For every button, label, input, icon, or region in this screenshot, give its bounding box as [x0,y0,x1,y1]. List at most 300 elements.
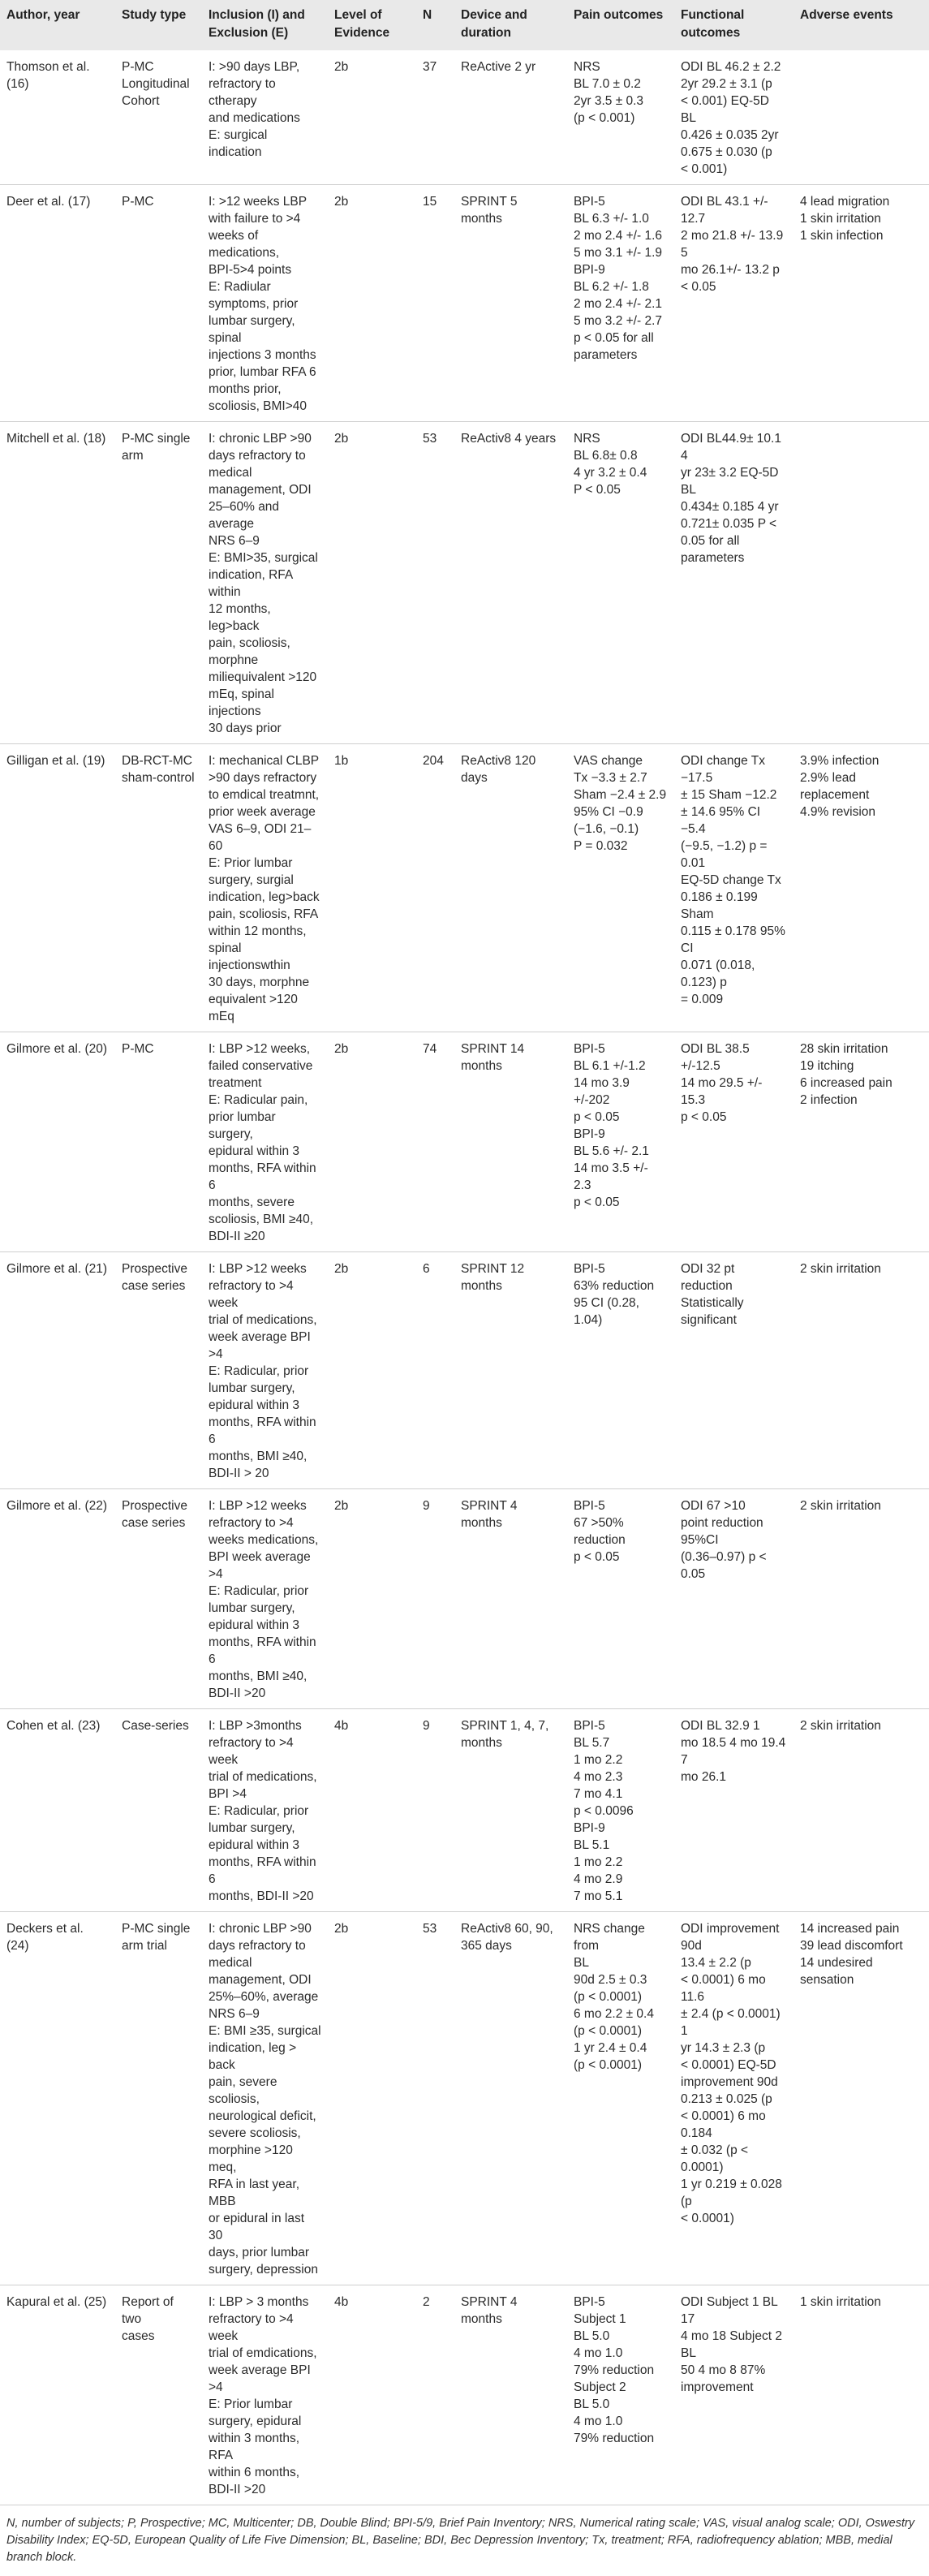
cell-inclusion-line: pain, scoliosis, [209,635,321,652]
cell-inclusion-line: morphne [209,652,321,669]
cell-inclusion-line: scoliosis, BMI>40 [209,398,321,415]
cell-n: 37 [416,50,454,185]
cell-device [454,1912,567,2285]
cell-pain-line: 4 yr 3.2 ± 0.4 [574,464,668,481]
cell-pain-line: BPI-9 [574,261,668,278]
cell-pain-line: p < 0.0096 [574,1803,668,1820]
cell-pain-line: BPI-5 [574,193,668,210]
cell-author-line: Gilmore et al. (22) [6,1497,109,1514]
cell-functional-line: 0.186 ± 0.199 Sham [681,889,787,923]
cell-inclusion-line: management, ODI [209,1971,321,1988]
table-row [0,185,929,422]
cell-functional [674,1252,794,1489]
header-n: N [416,0,454,50]
cell-study-type-line: Longitudinal [122,75,196,93]
cell-inclusion-line: within 3 months, RFA [209,2430,321,2464]
cell-inclusion-line: BDI-II ≥20 [209,1228,321,1245]
cell-functional-line: ODI 67 >10 [681,1497,787,1514]
cell-inclusion-line: BDI-II >20 [209,2481,321,2498]
cell-adverse-line: 1 skin irritation [800,210,923,227]
cell-inclusion-line: days, prior lumbar [209,2244,321,2261]
cell-pain-line: BPI-5 [574,1260,668,1277]
cell-inclusion-line: I: LBP >12 weeks, [209,1040,321,1058]
cell-pain-line: Subject 2 [574,2379,668,2396]
cell-pain-line: P < 0.05 [574,481,668,498]
cell-n: 53 [416,1912,454,2285]
cell-pain-line: Tx −3.3 ± 2.7 [574,769,668,786]
cell-author-line: Mitchell et al. (18) [6,430,109,447]
cell-functional-line: < 0.0001) [681,2210,787,2227]
cell-adverse-line: 2 skin irritation [800,1497,923,1514]
cell-functional-line: improvement 90d [681,2074,787,2091]
cell-pain-line: 79% reduction [574,2430,668,2447]
cell-functional-line: 0.434± 0.185 4 yr [681,498,787,515]
cell-functional-line: 14 mo 29.5 +/- 15.3 [681,1075,787,1109]
cell-pain-line: BL 5.0 [574,2396,668,2413]
cell-inclusion-line: severe scoliosis, [209,2125,321,2142]
cell-inclusion-line: pain, scoliosis, RFA [209,906,321,923]
cell-level: 1b [328,744,416,1032]
header-pain: Pain outcomes [567,0,674,50]
cell-functional-line: 0.675 ± 0.030 (p [681,144,787,161]
cell-n: 6 [416,1252,454,1489]
cell-author-line: Deckers et al. (24) [6,1920,109,1954]
cell-functional-line: 0.071 (0.018, 0.123) p [681,957,787,991]
cell-inclusion-line: refractory to >4 week [209,1277,321,1312]
cell-inclusion-line: BPI >4 [209,1786,321,1803]
cell-pain-line: (p < 0.0001) [574,1988,668,2005]
cell-pain-line: 5 mo 3.2 +/- 2.7 [574,312,668,330]
cell-pain-line: BL [574,1954,668,1971]
cell-pain-line: 4 mo 2.9 [574,1871,668,1888]
cell-inclusion-line: refractory to >4 week [209,1734,321,1768]
cell-inclusion-line: management, ODI [209,481,321,498]
cell-functional-line: ODI BL 43.1 +/- 12.7 [681,193,787,227]
cell-inclusion-line: surgery, depression [209,2261,321,2278]
cell-author [0,50,115,185]
cell-device-line: months [461,1058,561,1075]
cell-adverse-line: sensation [800,1971,923,1988]
cell-inclusion-line: days refractory to [209,447,321,464]
cell-pain [567,1709,674,1912]
cell-functional-line: 13.4 ± 2.2 (p [681,1954,787,1971]
cell-inclusion-line: refractory to >4 week [209,2311,321,2345]
cell-functional-line: 0.05 for all parameters [681,532,787,566]
cell-pain-line: BPI-5 [574,1497,668,1514]
cell-adverse-line: 28 skin irritation [800,1040,923,1058]
cell-functional-line: = 0.009 [681,991,787,1008]
cell-inclusion-line: weeks of [209,227,321,244]
cell-author [0,1489,115,1709]
cell-study-type-line: cases [122,2328,196,2345]
cell-inclusion-line: epidural within 3 [209,1397,321,1414]
cell-inclusion [202,1032,328,1252]
cell-functional-line: < 0.0001) 6 mo 0.184 [681,2108,787,2142]
cell-functional-line: (0.36–0.97) p < 0.05 [681,1549,787,1583]
cell-functional-line: (−9.5, −1.2) p = 0.01 [681,838,787,872]
cell-pain-line: (p < 0.0001) [574,2057,668,2074]
cell-functional-line: < 0.001) EQ-5D BL [681,93,787,127]
cell-device-line: ReActive 2 yr [461,58,561,75]
cell-author [0,422,115,744]
cell-study-type-line: Prospective [122,1497,196,1514]
cell-adverse-line: 39 lead discomfort [800,1937,923,1954]
cell-device-line: ReActiv8 4 years [461,430,561,447]
cell-pain-line: parameters [574,347,668,364]
cell-inclusion-line: prior, lumbar RFA 6 [209,364,321,381]
cell-adverse-line: 6 increased pain [800,1075,923,1092]
cell-author [0,744,115,1032]
table-row [0,422,929,744]
cell-n: 9 [416,1489,454,1709]
cell-inclusion-line: lumbar surgery, [209,1820,321,1837]
header-functional: Functional outcomes [674,0,794,50]
cell-pain-line: P = 0.032 [574,838,668,855]
cell-study-type [115,2285,202,2505]
cell-inclusion-line: I: LBP >12 weeks [209,1260,321,1277]
cell-inclusion-line: BDI-II > 20 [209,1465,321,1482]
cell-study-type-line: P-MC [122,1040,196,1058]
cell-inclusion-line: failed conservative [209,1058,321,1075]
cell-study-type-line: Report of two [122,2294,196,2328]
cell-study-type-line: P-MC [122,193,196,210]
cell-inclusion-line: miliequivalent >120 [209,669,321,686]
cell-device-line: 365 days [461,1937,561,1954]
cell-inclusion-line: epidural within 3 [209,1837,321,1854]
cell-functional-line: ODI BL 38.5 +/-12.5 [681,1040,787,1075]
cell-adverse [794,1032,929,1252]
cell-author [0,185,115,422]
cell-inclusion-line: week average BPI >4 [209,2362,321,2396]
cell-device [454,422,567,744]
cell-study-type-line: case series [122,1277,196,1294]
cell-functional [674,1709,794,1912]
cell-functional-line: improvement [681,2379,787,2396]
cell-functional-line: ± 2.4 (p < 0.0001) 1 [681,2005,787,2040]
cell-inclusion-line: symptoms, prior [209,295,321,312]
table-row [0,1489,929,1709]
cell-inclusion-line: 12 months, leg>back [209,601,321,635]
cell-author-line: Kapural et al. (25) [6,2294,109,2311]
cell-author-line: Cohen et al. (23) [6,1717,109,1734]
cell-adverse-line: 4.9% revision [800,803,923,821]
table-row [0,744,929,1032]
cell-n: 204 [416,744,454,1032]
cell-functional-line: ODI BL44.9± 10.1 4 [681,430,787,464]
cell-study-type [115,1252,202,1489]
cell-pain-line: BL 6.8± 0.8 [574,447,668,464]
cell-adverse-line: 2 infection [800,1092,923,1109]
cell-inclusion [202,1252,328,1489]
cell-author [0,1709,115,1912]
cell-inclusion-line: days refractory to [209,1937,321,1954]
cell-device [454,1032,567,1252]
cell-adverse [794,422,929,744]
cell-study-type-line: Cohort [122,93,196,110]
cell-study-type-line: Prospective [122,1260,196,1277]
cell-device-line: SPRINT 5 months [461,193,561,227]
cell-pain-line: 5 mo 3.1 +/- 1.9 [574,244,668,261]
cell-author-line: Thomson et al. [6,58,109,75]
cell-functional [674,50,794,185]
cell-functional-line: ODI change Tx −17.5 [681,752,787,786]
cell-adverse-line: 2.9% lead [800,769,923,786]
cell-device-line: days [461,769,561,786]
cell-functional [674,185,794,422]
cell-functional [674,422,794,744]
table-row [0,1912,929,2285]
cell-inclusion-line: E: Prior lumbar [209,2396,321,2413]
cell-study-type-line: P-MC single [122,430,196,447]
cell-adverse [794,185,929,422]
cell-study-type [115,185,202,422]
cell-author [0,1252,115,1489]
cell-device-line: ReActiv8 120 [461,752,561,769]
cell-pain [567,1912,674,2285]
cell-inclusion-line: months, severe [209,1194,321,1211]
cell-functional-line: 0.426 ± 0.035 2yr [681,127,787,144]
cell-functional [674,1489,794,1709]
cell-inclusion-line: I: LBP >12 weeks [209,1497,321,1514]
cell-study-type-line: case series [122,1514,196,1531]
cell-pain-line: BPI-5 [574,2294,668,2311]
cell-pain-line: 79% reduction [574,2362,668,2379]
cell-adverse-line: 1 skin irritation [800,2294,923,2311]
cell-adverse [794,1912,929,2285]
cell-inclusion-line: treatment [209,1075,321,1092]
cell-n: 9 [416,1709,454,1912]
cell-author-line: Gilmore et al. (21) [6,1260,109,1277]
cell-device [454,50,567,185]
cell-study-type [115,1709,202,1912]
cell-inclusion-line: pain, severe scoliosis, [209,2074,321,2108]
cell-inclusion-line: months, BDI-II >20 [209,1888,321,1905]
cell-functional-line: 2yr 29.2 ± 3.1 (p [681,75,787,93]
cell-functional-line: < 0.0001) 6 mo 11.6 [681,1971,787,2005]
table-row [0,1032,929,1252]
cell-inclusion-line: I: LBP > 3 months [209,2294,321,2311]
cell-inclusion [202,1709,328,1912]
cell-adverse [794,1709,929,1912]
cell-inclusion-line: neurological deficit, [209,2108,321,2125]
header-level: Level of Evidence [328,0,416,50]
cell-functional-line: < 0.0001) EQ-5D [681,2057,787,2074]
cell-level: 4b [328,1709,416,1912]
cell-inclusion [202,744,328,1032]
cell-inclusion-line: E: Prior lumbar [209,855,321,872]
cell-adverse-line: 3.9% infection [800,752,923,769]
cell-inclusion-line: months, RFA within 6 [209,1160,321,1194]
cell-functional-line: 0.115 ± 0.178 95% CI [681,923,787,957]
cell-pain [567,422,674,744]
cell-pain-line: (p < 0.001) [574,110,668,127]
cell-inclusion-line: BPI week average >4 [209,1549,321,1583]
cell-inclusion-line: indication, leg > back [209,2040,321,2074]
cell-device [454,1709,567,1912]
cell-functional-line: ODI BL 32.9 1 [681,1717,787,1734]
cell-pain-line: 14 mo 3.5 +/- 2.3 [574,1160,668,1194]
cell-pain-line: 1 mo 2.2 [574,1751,668,1768]
cell-adverse-line: 4 lead migration [800,193,923,210]
cell-inclusion-line: trial of medications, [209,1768,321,1786]
cell-inclusion-line: I: LBP >3months [209,1717,321,1734]
cell-inclusion-line: scoliosis, BMI ≥40, [209,1211,321,1228]
cell-pain-line: NRS [574,430,668,447]
cell-device [454,185,567,422]
cell-inclusion-line: refractory to >4 [209,1514,321,1531]
cell-pain-line: BL 6.2 +/- 1.8 [574,278,668,295]
cell-inclusion-line: spinal injectionswthin [209,940,321,974]
cell-inclusion-line: prior week average [209,803,321,821]
cell-pain [567,1032,674,1252]
cell-inclusion-line: NRS 6–9 [209,2005,321,2022]
cell-inclusion-line: surgery, epidural [209,2413,321,2430]
cell-inclusion-line: I: mechanical CLBP [209,752,321,769]
cell-adverse [794,2285,929,2505]
cell-inclusion-line: lumbar surgery, [209,1380,321,1397]
cell-inclusion-line: with failure to >4 [209,210,321,227]
table-header [0,0,929,50]
cell-device-line: SPRINT 4 months [461,2294,561,2328]
cell-pain-line: 2 mo 2.4 +/- 1.6 [574,227,668,244]
cell-study-type [115,1489,202,1709]
cell-functional-line: ODI improvement 90d [681,1920,787,1954]
cell-functional-line: ODI Subject 1 BL 17 [681,2294,787,2328]
cell-author [0,2285,115,2505]
cell-level: 2b [328,1032,416,1252]
header-inclusion: Inclusion (I) and Exclusion (E) [202,0,328,50]
cell-device [454,1252,567,1489]
cell-inclusion [202,2285,328,2505]
cell-pain-line: (−1.6, −0.1) [574,821,668,838]
cell-adverse-line: 14 undesired [800,1954,923,1971]
cell-functional-line: 2 mo 21.8 +/- 13.9 5 [681,227,787,261]
cell-pain-line: 67 >50% [574,1514,668,1531]
cell-adverse-line: replacement [800,786,923,803]
table-body [0,50,929,2505]
cell-device-line: SPRINT 14 [461,1040,561,1058]
cell-device [454,2285,567,2505]
cell-inclusion-line: E: Radicular, prior [209,1583,321,1600]
cell-functional-line: yr 23± 3.2 EQ-5D BL [681,464,787,498]
cell-pain-line: 1 yr 2.4 ± 0.4 [574,2040,668,2057]
cell-inclusion-line: or epidural in last 30 [209,2210,321,2244]
cell-pain-line: 2yr 3.5 ± 0.3 [574,93,668,110]
cell-study-type-line: arm trial [122,1937,196,1954]
cell-n: 53 [416,422,454,744]
cell-inclusion-line: I: >90 days LBP, [209,58,321,75]
cell-pain-line: BL 5.0 [574,2328,668,2345]
cell-pain [567,185,674,422]
header-study-type: Study type [115,0,202,50]
cell-inclusion-line: >90 days refractory [209,769,321,786]
cell-inclusion-line: NRS 6–9 [209,532,321,549]
cell-inclusion [202,185,328,422]
cell-pain-line: 95 CI (0.28, 1.04) [574,1294,668,1329]
cell-inclusion-line: 30 days prior [209,720,321,737]
cell-author [0,1912,115,2285]
cell-functional-line: ± 14.6 95% CI −5.4 [681,803,787,838]
cell-functional-line: 1 yr 0.219 ± 0.028 (p [681,2176,787,2210]
cell-level: 4b [328,2285,416,2505]
cell-study-type-line: DB-RCT-MC [122,752,196,769]
cell-pain-line: BL 5.6 +/- 2.1 [574,1143,668,1160]
cell-functional-line: mo 18.5 4 mo 19.4 7 [681,1734,787,1768]
cell-inclusion-line: indication, RFA within [209,566,321,601]
cell-pain-line: BL 7.0 ± 0.2 [574,75,668,93]
cell-pain-line: 4 mo 1.0 [574,2413,668,2430]
cell-device-line: ReActiv8 60, 90, [461,1920,561,1937]
cell-pain-line: (p < 0.0001) [574,2022,668,2040]
cell-pain-line: 6 mo 2.2 ± 0.4 [574,2005,668,2022]
cell-inclusion-line: within 12 months, [209,923,321,940]
cell-adverse [794,1489,929,1709]
cell-inclusion-line: RFA in last year, MBB [209,2176,321,2210]
cell-pain-line: p < 0.05 [574,1194,668,1211]
cell-device-line: months [461,1734,561,1751]
cell-inclusion-line: trial of emdications, [209,2345,321,2362]
header-device: Device and duration [454,0,567,50]
cell-pain-line: NRS change from [574,1920,668,1954]
cell-pain-line: 14 mo 3.9 +/-202 [574,1075,668,1109]
cell-inclusion-line: E: surgical indication [209,127,321,161]
cell-inclusion-line: I: chronic LBP >90 [209,1920,321,1937]
cell-functional [674,1032,794,1252]
cell-device-line: months [461,1277,561,1294]
cell-inclusion-line: BDI-II >20 [209,1685,321,1702]
cell-pain [567,50,674,185]
cell-inclusion-line: E: BMI>35, surgical [209,549,321,566]
cell-inclusion-line: E: Radicular, prior [209,1803,321,1820]
cell-pain-line: 7 mo 4.1 [574,1786,668,1803]
cell-level: 2b [328,1252,416,1489]
cell-study-type [115,50,202,185]
cell-inclusion-line: months, BMI ≥40, [209,1668,321,1685]
cell-study-type-line: sham-control [122,769,196,786]
cell-adverse-line: 19 itching [800,1058,923,1075]
cell-device-line: SPRINT 12 [461,1260,561,1277]
cell-study-type [115,1032,202,1252]
cell-inclusion-line: E: Radicular, prior [209,1363,321,1380]
cell-device [454,1489,567,1709]
table-row [0,1709,929,1912]
table-row [0,1252,929,1489]
cell-author [0,1032,115,1252]
cell-functional-line: ODI 32 pt reduction [681,1260,787,1294]
cell-device-line: SPRINT 1, 4, 7, [461,1717,561,1734]
cell-n: 74 [416,1032,454,1252]
cell-adverse-line: 2 skin irritation [800,1260,923,1277]
cell-inclusion-line: BPI-5>4 points [209,261,321,278]
cell-inclusion-line: 25–60% and average [209,498,321,532]
cell-pain-line: 7 mo 5.1 [574,1888,668,1905]
cell-inclusion-line: week average BPI >4 [209,1329,321,1363]
cell-pain-line: VAS change [574,752,668,769]
cell-author-line: Gilligan et al. (19) [6,752,109,769]
cell-pain-line: BL 6.1 +/-1.2 [574,1058,668,1075]
cell-adverse-line: 1 skin infection [800,227,923,244]
cell-inclusion-line: I: chronic LBP >90 [209,430,321,447]
cell-inclusion [202,1912,328,2285]
cell-pain-line: 95% CI −0.9 [574,803,668,821]
cell-inclusion-line: months, BMI ≥40, [209,1448,321,1465]
cell-functional-line: ± 15 Sham −12.2 [681,786,787,803]
cell-functional-line: 4 mo 18 Subject 2 BL [681,2328,787,2362]
cell-functional-line: mo 26.1 [681,1768,787,1786]
cell-functional-line: 50 4 mo 8 87% [681,2362,787,2379]
cell-functional-line: 0.721± 0.035 P < [681,515,787,532]
cell-pain-line: BL 5.1 [574,1837,668,1854]
